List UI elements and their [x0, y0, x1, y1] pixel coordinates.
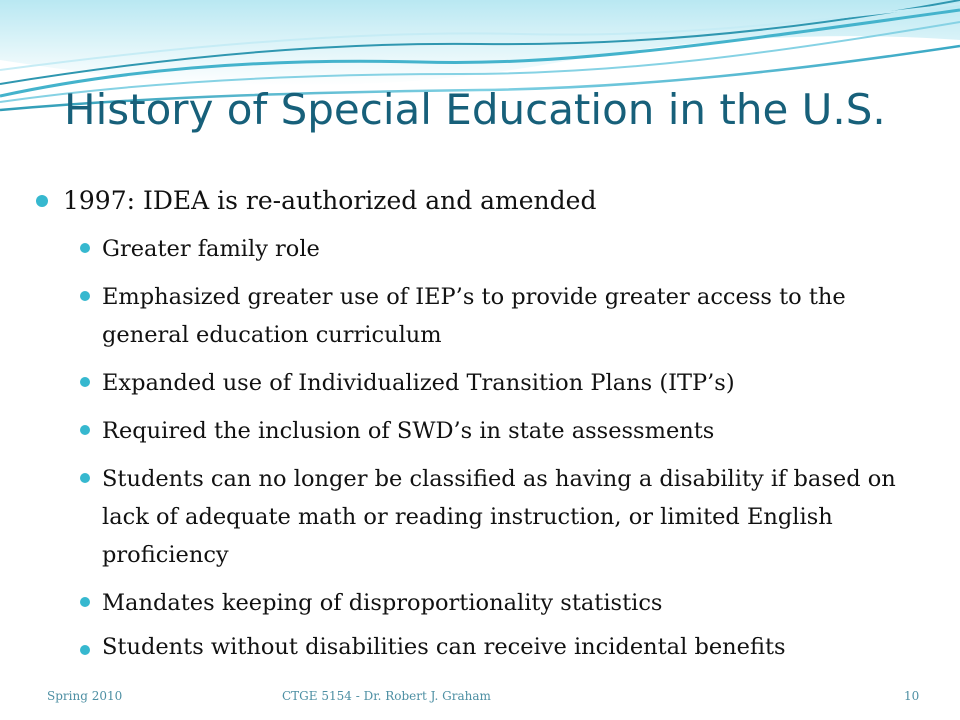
bullet-dot: [36, 195, 48, 207]
level1-item: 1997: IDEA is re-authorized and amended: [63, 186, 597, 215]
list-item: Emphasized greater use of IEP’s to provide greater access to the general education curriculum: [102, 284, 846, 348]
bullet-dot: [80, 377, 90, 387]
bullet-dot: [80, 243, 90, 253]
bullet-dot: [80, 473, 90, 483]
list-item: Required the inclusion of SWD’s in state assessments: [102, 418, 715, 444]
bullet-dot: [80, 597, 90, 607]
footer-date: Spring 2010: [47, 689, 123, 703]
list-item: Expanded use of Individualized Transition Plans (ITP’s): [102, 370, 735, 396]
bullet-dot: [80, 425, 90, 435]
slide-title: History of Special Education in the U.S.: [64, 85, 886, 134]
footer-course: CTGE 5154 - Dr. Robert J. Graham: [282, 689, 491, 703]
list-item: Greater family role: [102, 236, 320, 262]
list-item: Students without disabilities can receive incidental benefits: [102, 634, 786, 660]
bullet-dot: [80, 645, 90, 655]
page-number: 10: [904, 689, 920, 703]
bullet-dot: [80, 291, 90, 301]
list-item: Students can no longer be classified as having a disability if based on lack of adequate math or reading instruction, or limited English proficiency: [102, 466, 896, 568]
list-item: Mandates keeping of disproportionality statistics: [102, 590, 663, 616]
